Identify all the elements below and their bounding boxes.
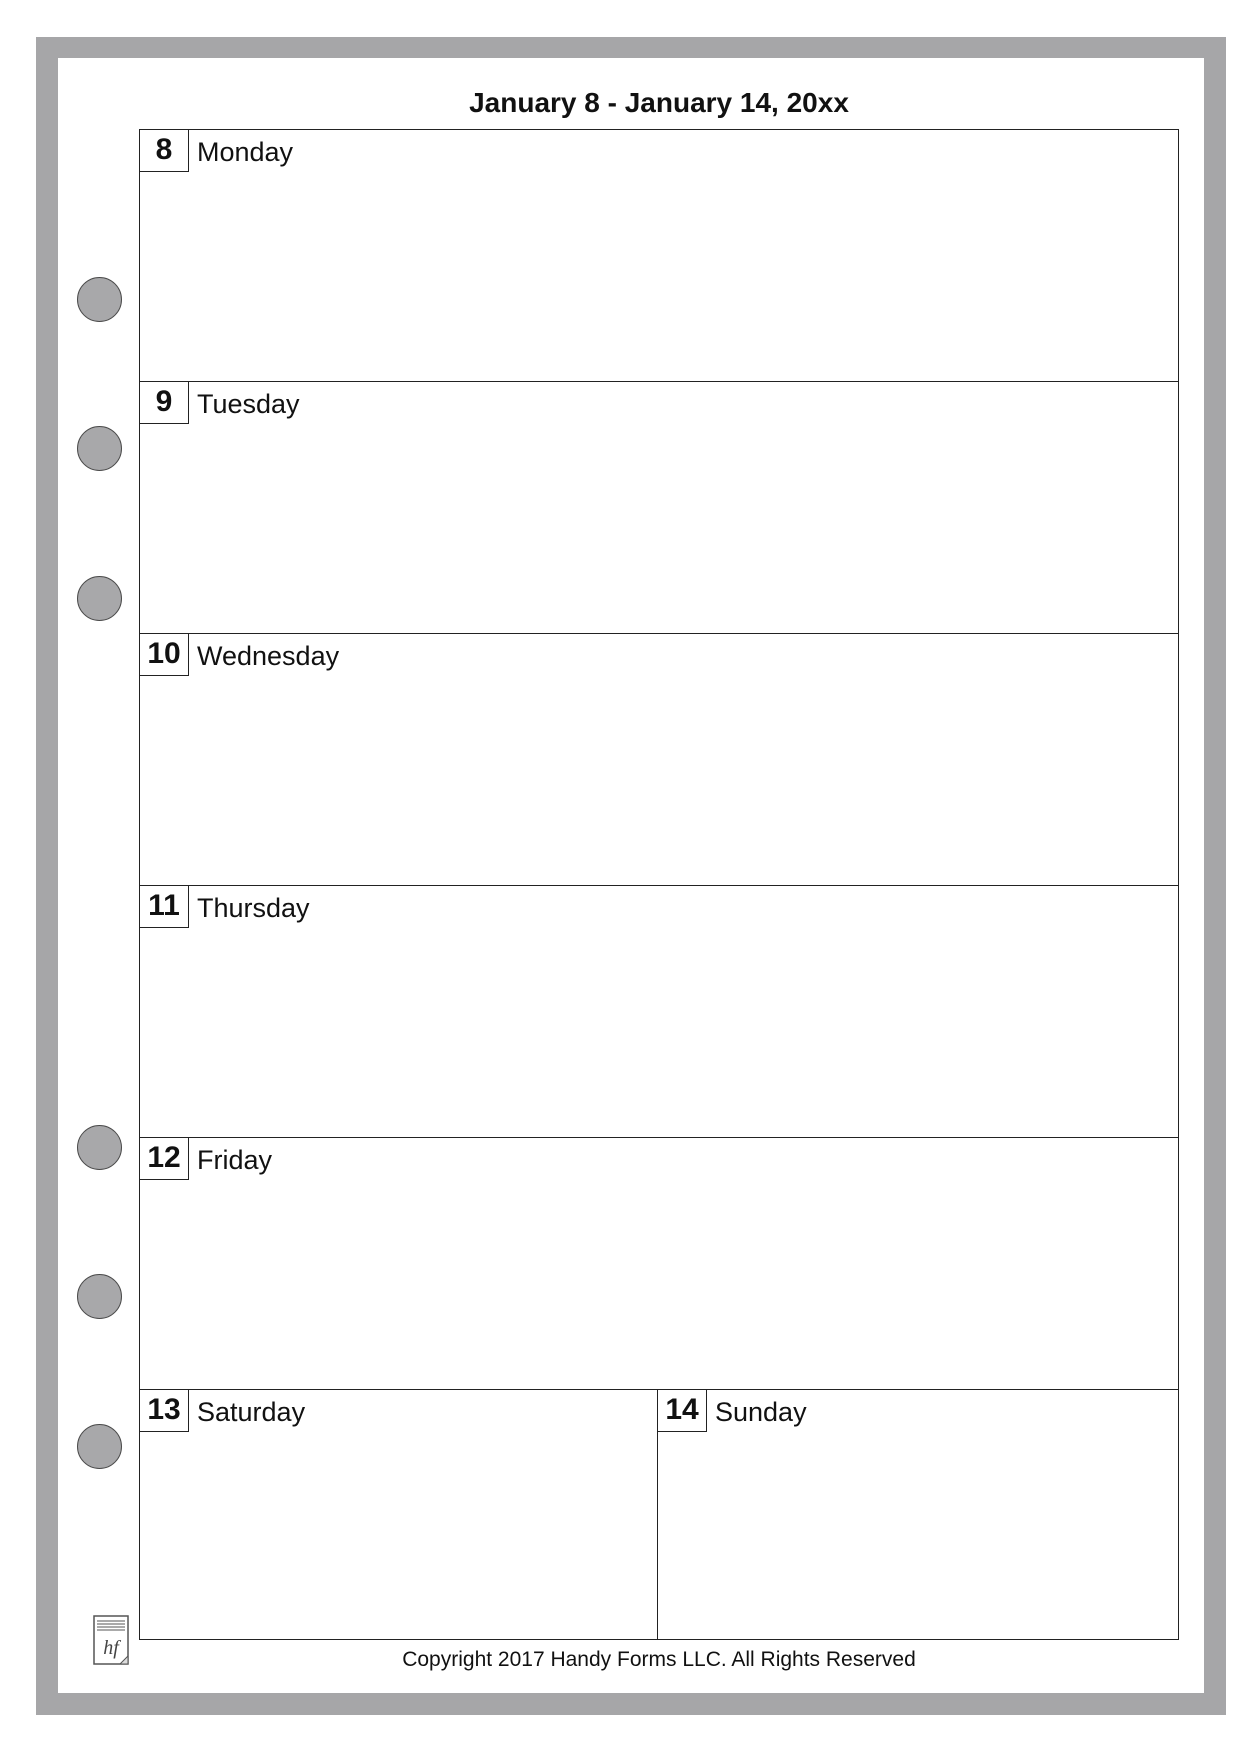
punch-hole-icon bbox=[77, 426, 122, 471]
punch-hole-icon bbox=[77, 576, 122, 621]
day-number: 10 bbox=[140, 634, 189, 676]
day-box-friday[interactable] bbox=[139, 1137, 1179, 1391]
punch-hole-icon bbox=[77, 1274, 122, 1319]
day-box-tuesday[interactable] bbox=[139, 381, 1179, 635]
day-name: Saturday bbox=[197, 1397, 306, 1427]
day-box-wednesday[interactable] bbox=[139, 633, 1179, 887]
day-name: Wednesday bbox=[197, 641, 340, 671]
day-box-thursday[interactable] bbox=[139, 885, 1179, 1139]
handy-forms-logo-icon bbox=[92, 1614, 132, 1668]
punch-hole-icon bbox=[77, 277, 122, 322]
day-number: 12 bbox=[140, 1138, 189, 1180]
day-number: 8 bbox=[140, 130, 189, 172]
day-number: 13 bbox=[140, 1390, 189, 1432]
day-name: Tuesday bbox=[197, 389, 300, 419]
day-number: 11 bbox=[140, 886, 189, 928]
logo-text: hf bbox=[103, 1637, 119, 1659]
day-box-saturday[interactable] bbox=[139, 1389, 659, 1640]
day-number: 14 bbox=[658, 1390, 707, 1432]
day-box-sunday[interactable] bbox=[657, 1389, 1179, 1640]
day-name: Monday bbox=[197, 137, 294, 167]
day-name: Thursday bbox=[197, 893, 310, 923]
page-title: January 8 - January 14, 20xx bbox=[469, 87, 849, 118]
copyright-text: Copyright 2017 Handy Forms LLC. All Rights Reserved bbox=[402, 1648, 916, 1671]
day-box-monday[interactable] bbox=[139, 129, 1179, 383]
day-name: Friday bbox=[197, 1145, 273, 1175]
punch-hole-icon bbox=[77, 1125, 122, 1170]
day-name: Sunday bbox=[715, 1397, 807, 1427]
punch-hole-icon bbox=[77, 1424, 122, 1469]
day-number: 9 bbox=[140, 382, 189, 424]
